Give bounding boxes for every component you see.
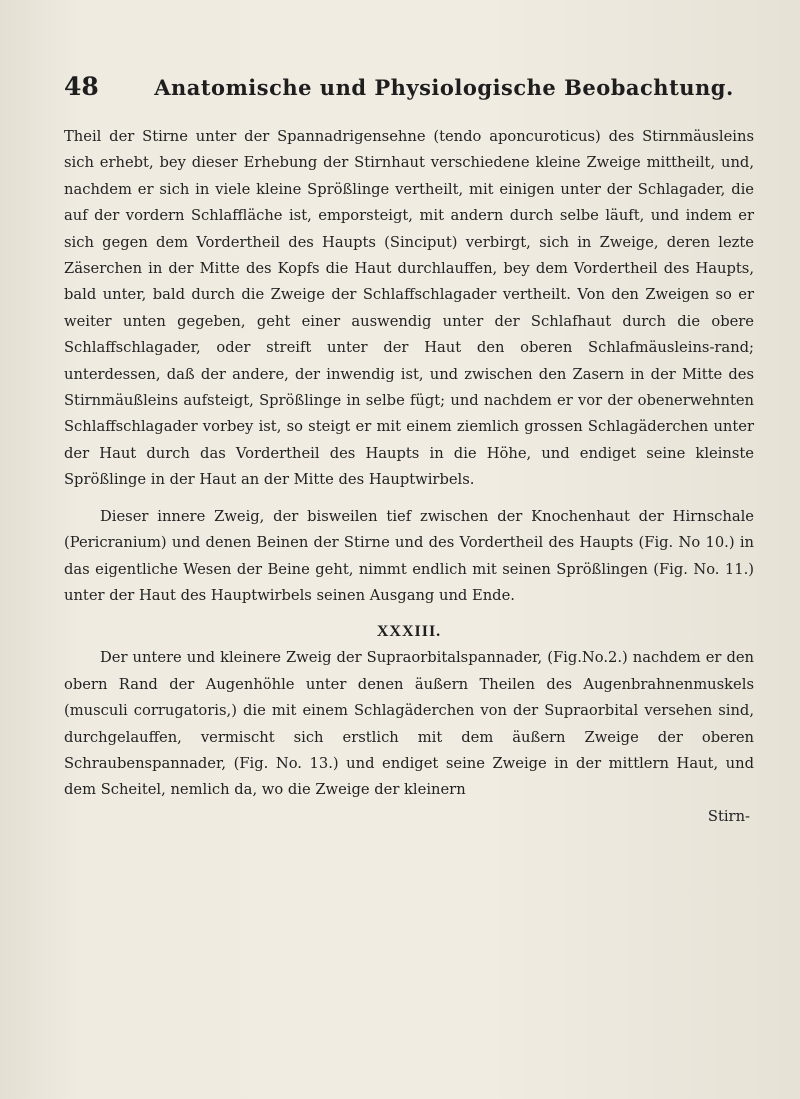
catchword: Stirn- <box>707 807 750 825</box>
page-header <box>64 72 754 118</box>
page-number: 48 <box>64 72 99 101</box>
paragraph-1: Theil der Stirne unter der Spannadrigensehne (tendo aponcuroticus) des Stirnmäusleins sich erhebt, bey dieser Erhebung der Stirnhaut verschiedene kleine Zweige mittheilt, und, nachdem er sich in viele kleine Sprößlinge vertheilt, mit einigen unter der Schlagader, die auf der vordern Schlaffläche ist, emporsteigt, mit andern durch selbe läuft, und indem er sich gegen dem Vordertheil des Haupts (Sinciput) verbirgt, sich in Zweige, deren lezte Zäserchen in der Mitte des Kopfs die Haut durchlauffen, bey dem Vordertheil des Haupts, bald unter, bald durch die Zweige der Schlaffschlagader vertheilt. Von den Zweigen so er weiter unten gegeben, geht einer auswendig unter der Schlafhaut durch die obere Schlaffschlagader, oder streift unter der Haut den oberen Schlafmäusleins-rand; unterdessen, daß der andere, der inwendig ist, und zwischen den Zasern in der Mitte des Stirnmäußleins aufsteigt, Sprößlinge in selbe fügt; und nachdem er vor der obenerwehnten Schlaffschlagader vorbey ist, so steigt er mit einem ziemlich grossen Schlagäderchen unter der Haut durch das Vordertheil des Haupts in die Höhe, und endiget seine kleinste Sprößlinge in der Haut an der Mitte des Hauptwirbels. <box>64 128 754 489</box>
paragraph-spacer <box>64 494 754 504</box>
running-head: Anatomische und Physiologische Beobachtung. <box>154 75 734 100</box>
paragraph-3: Der untere und kleinere Zweig der Supraorbitalspannader, (Fig.No.2.) nachdem er den obern Rand der Augenhöhle unter denen äußern Theilen des Augenbrahnenmuskels (musculi corrugatoris,) die mit einem Schlagäderchen von der Supraorbital versehen sind, durchgelauffen, vermischt sich erstlich mit dem äußern Zweige der oberen Schraubenspannader, (Fig. No. 13.) und endiget seine Zweige in der mittlern Haut, und dem Scheitel, nemlich da, wo die Zweige der kleinern <box>64 649 754 799</box>
paragraph-2: Dieser innere Zweig, der bisweilen tief zwischen der Knochenhaut der Hirnschale (Pericranium) und denen Beinen der Stirne und des Vordertheil des Haupts (Fig. No 10.) in das eigentliche Wesen der Beine geht, nimmt endlich mit seinen Sprößlingen (Fig. No. 11.) unter der Haut des Hauptwirbels seinen Ausgang und Ende. <box>64 507 754 604</box>
section-heading: XXXIII. <box>376 623 442 641</box>
